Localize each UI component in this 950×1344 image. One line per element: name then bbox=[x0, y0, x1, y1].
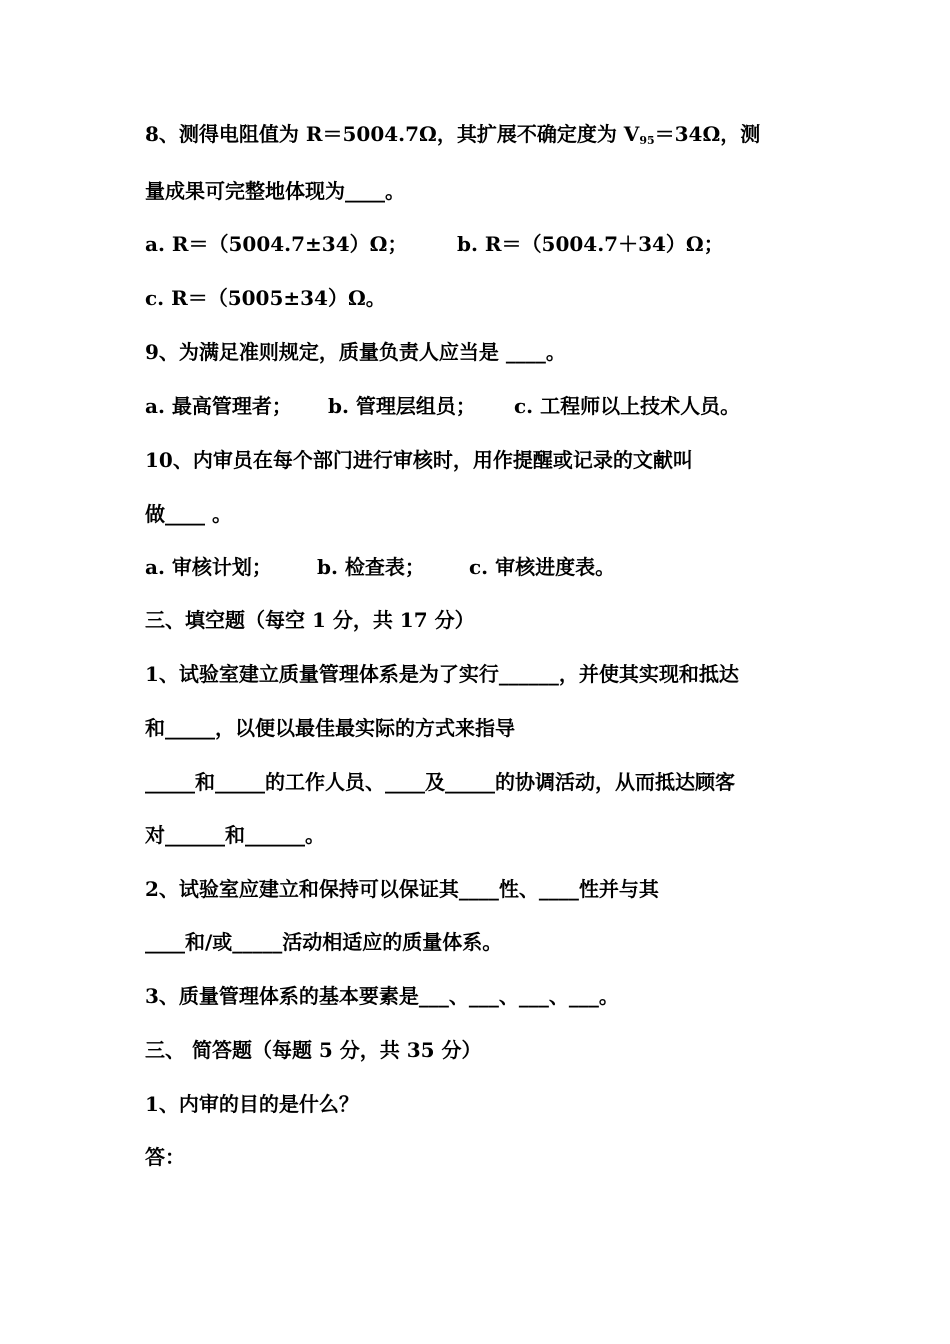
q10-option-a: a. 审核计划； bbox=[145, 555, 272, 579]
q9-stem: 9、为满足准则规定，质量负责人应当是 ____。 bbox=[145, 340, 566, 364]
q8-options-row-1 bbox=[145, 230, 724, 258]
q10-line-1: 10、内审员在每个部门进行审核时，用作提醒或记录的文献叫 bbox=[145, 448, 693, 472]
answer-label: 答： bbox=[145, 1145, 185, 1169]
q8-line-1-tail: ＝34Ω，测 bbox=[654, 122, 761, 146]
q8-option-b: b. R＝（5004.7＋34）Ω； bbox=[457, 232, 724, 256]
q10-option-b: b. 检查表； bbox=[317, 555, 425, 579]
section-fill-heading: 三、填空题（每空 1 分，共 17 分） bbox=[145, 608, 475, 632]
q8-option-c: c. R＝（5005±34）Ω。 bbox=[145, 286, 386, 310]
q9-options bbox=[145, 392, 740, 420]
q10-line-2: 做____ 。 bbox=[145, 502, 232, 526]
fill1-line-1: 1、试验室建立质量管理体系是为了实行______，并使其实现和抵达 bbox=[145, 662, 739, 686]
fill2-line-2: ____和/或_____活动相适应的质量体系。 bbox=[145, 930, 503, 954]
q9-option-a: a. 最高管理者； bbox=[145, 394, 292, 418]
q10-options bbox=[145, 553, 615, 581]
fill1-line-3: _____和_____的工作人员、____及_____的协调活动，从而抵达顾客 bbox=[145, 770, 735, 794]
q9-option-b: b. 管理层组员； bbox=[328, 394, 476, 418]
fill1-line-2: 和_____，以便以最佳最实际的方式来指导 bbox=[145, 716, 515, 740]
section-short-heading: 三、 简答题（每题 5 分，共 35 分） bbox=[145, 1038, 482, 1062]
short1-question: 1、内审的目的是什么？ bbox=[145, 1092, 359, 1116]
fill2-line-1: 2、试验室应建立和保持可以保证其____性、____性并与其 bbox=[145, 877, 659, 901]
fill3-line: 3、质量管理体系的基本要素是___、___、___、___。 bbox=[145, 984, 619, 1008]
q8-option-a: a. R＝（5004.7±34）Ω； bbox=[145, 232, 408, 256]
q8-line-2: 量成果可完整地体现为____。 bbox=[145, 179, 405, 203]
q8-subscript: 95 bbox=[639, 134, 655, 147]
q10-option-c: c. 审核进度表。 bbox=[469, 555, 616, 579]
fill1-line-4: 对______和______。 bbox=[145, 823, 325, 847]
q8-line-1-text: 8、测得电阻值为 R＝5004.7Ω，其扩展不确定度为 V bbox=[145, 122, 640, 146]
q8-line-1 bbox=[145, 120, 760, 148]
q9-option-c: c. 工程师以上技术人员。 bbox=[514, 394, 741, 418]
